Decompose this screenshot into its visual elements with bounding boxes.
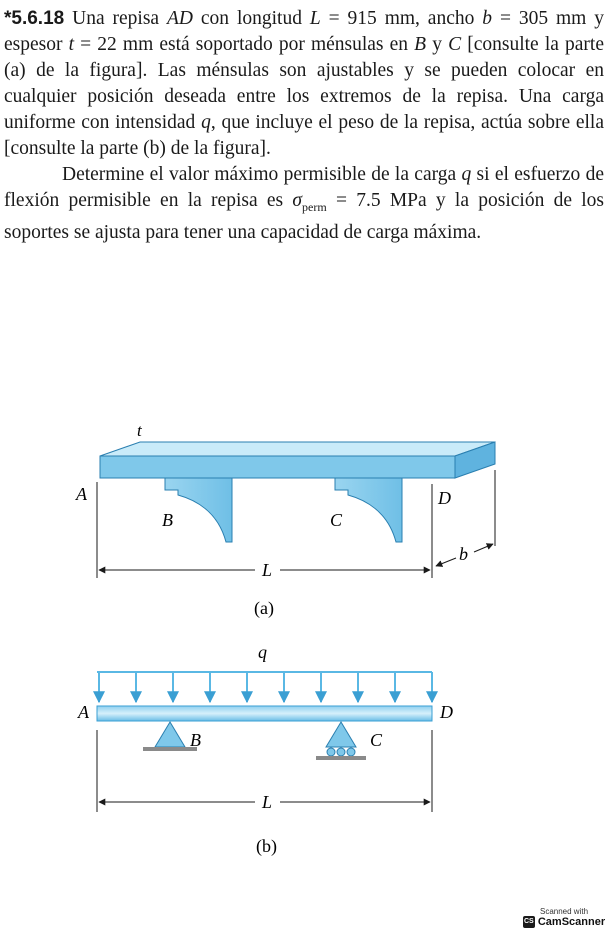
label-t: t: [137, 421, 142, 440]
camscanner-logo-icon: CS: [523, 916, 535, 928]
symbol-C: C: [448, 34, 462, 55]
text: con longitud: [200, 8, 302, 29]
symbol-b: b: [482, 8, 493, 29]
roller-1: [327, 748, 335, 756]
problem-number: *5.6.18: [4, 8, 65, 29]
label-q: q: [258, 642, 267, 662]
paragraph-1: [4, 6, 604, 162]
label-D-b: D: [440, 702, 453, 722]
label-L: L: [262, 560, 273, 580]
text: si el esfuerzo de flexión permisible en la repisa es: [4, 164, 605, 211]
stamp-brand: [521, 916, 607, 928]
text: = 305 mm y espesor: [4, 8, 604, 55]
b-dim-right: [474, 544, 493, 552]
b-dim-left: [436, 558, 456, 566]
symbol-t: t: [68, 34, 75, 55]
subscript-perm: perm: [302, 199, 327, 214]
bracket-C: [335, 478, 402, 542]
paragraph-2: [4, 162, 604, 246]
text: y: [432, 34, 442, 55]
symbol-B: B: [414, 34, 427, 55]
problem-statement: [4, 6, 604, 246]
symbol-q: q: [201, 112, 211, 133]
label-L-b: L: [262, 792, 273, 812]
symbol-q: q: [461, 164, 472, 185]
text: = 7.5 MPa y la posición de los soportes se ajusta para tener una capacidad de carga máxima.: [4, 190, 605, 243]
label-B: B: [162, 510, 173, 530]
distributed-load: [99, 672, 432, 702]
text: [consulte la parte (a) de la figura]. Las ménsulas son ajustables y se pueden colocar en cualquier posición deseada entre los extremos de la repisa. Una carga uniforme con intensidad: [4, 34, 605, 133]
roller-2: [337, 748, 345, 756]
pin-support-B: [155, 722, 185, 747]
figure-svg: [0, 400, 613, 880]
symbol-sigma: σ: [292, 190, 303, 211]
part-b: [77, 642, 453, 857]
text: = 22 mm está soportado por ménsulas en: [80, 34, 409, 55]
label-A: A: [76, 484, 87, 504]
bracket-B: [165, 478, 232, 542]
beam: [97, 706, 432, 721]
text: , que incluye el peso de la repisa, actúa sobre ella [consulte la parte (b) de la figura].: [4, 112, 605, 159]
ground-C: [316, 756, 366, 760]
text: Una repisa: [72, 8, 160, 29]
label-D: D: [438, 488, 451, 508]
label-C-b: C: [370, 730, 383, 750]
stamp-brand-text: CamScanner: [537, 916, 606, 928]
ground-B: [143, 747, 197, 751]
label-A-b: A: [78, 702, 89, 722]
caption-b: (b): [256, 836, 277, 856]
symbol-L: L: [309, 8, 321, 29]
shelf-top-face: [100, 442, 495, 456]
symbol-AD: AD: [167, 8, 193, 29]
shelf-front-face: [100, 456, 455, 478]
roller-3: [347, 748, 355, 756]
figure: [0, 400, 613, 880]
label-C: C: [330, 510, 343, 530]
text: Determine el valor máximo permisible de la carga: [62, 164, 457, 185]
label-B-b: B: [190, 730, 201, 750]
camscanner-stamp: [521, 907, 607, 928]
stamp-scanned-text: Scanned with: [539, 907, 589, 916]
roller-support-C: [326, 722, 356, 747]
label-b: b: [459, 544, 468, 564]
text: = 915 mm, ancho: [328, 8, 475, 29]
part-a: [75, 421, 495, 619]
caption-a: (a): [254, 598, 274, 618]
